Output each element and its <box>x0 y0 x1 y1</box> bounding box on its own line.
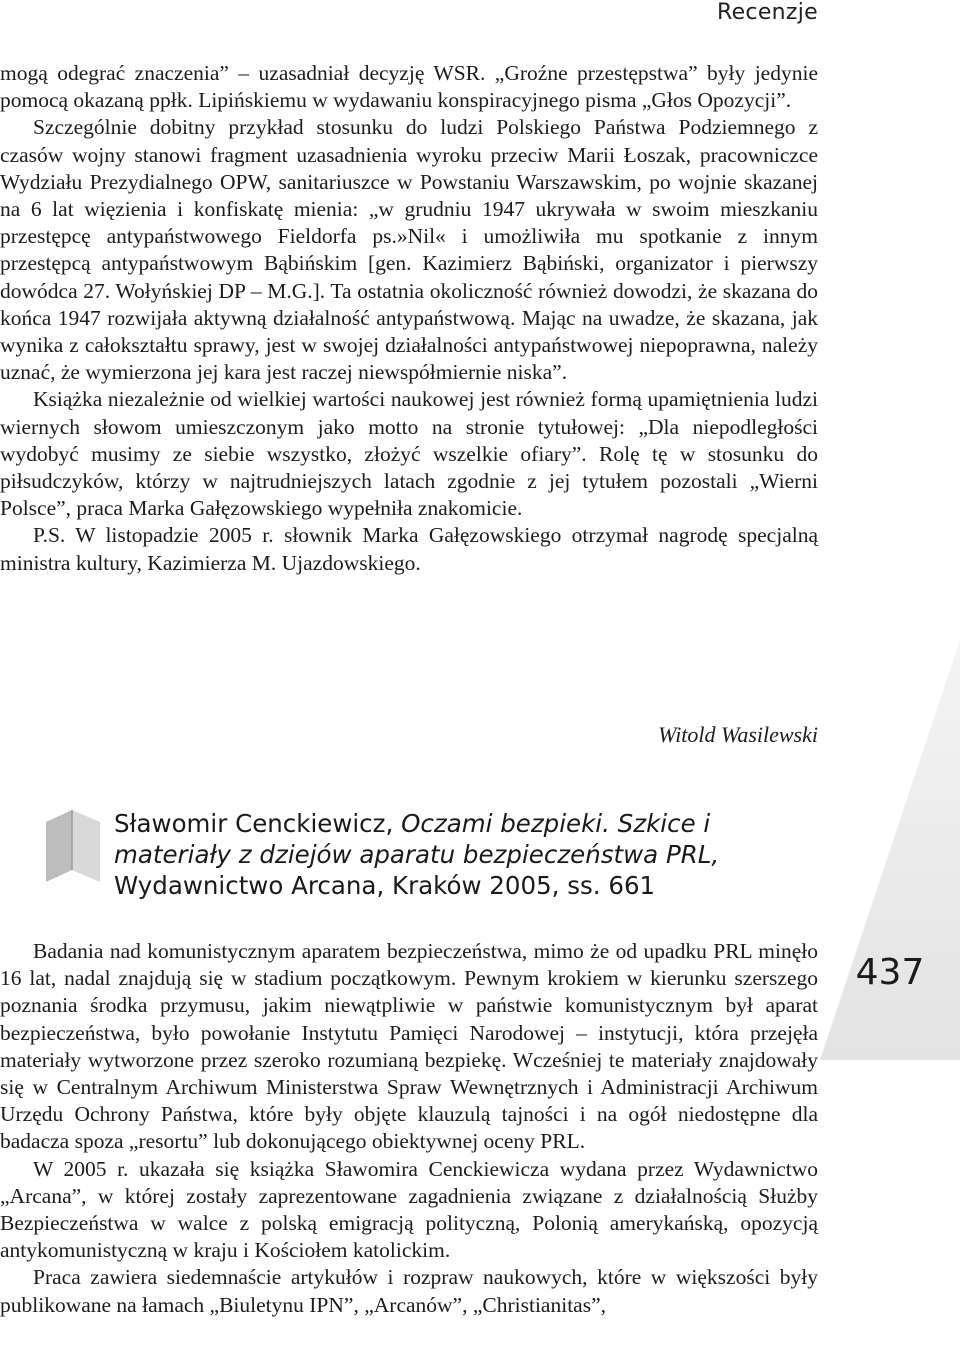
paragraph: W 2005 r. ukazała się książka Sławomira Cenckiewicza wydana przez Wydawnictwo „Arcana”, w której zostały zaprezentowane zagadnienia związane z działalnością Służby Bezpieczeństwa w walce z polską emigracją polityczną, Polonią amerykańską, opozycją antykomunistyczną w kraju i Kościołem katolickim. <box>0 1156 818 1263</box>
paragraph: Szczególnie dobitny przykład stosunku do ludzi Polskiego Państwa Podziemnego z czasów wojny stanowi fragment uzasadnienia wyroku przeciw Marii Łoszak, pracowniczce Wydziału Prezydialnego OPW, sanitariuszce w Powstaniu Warszawskim, po wojnie skazanej na 6 lat więzienia i konfiskatę mienia: „w grudniu 1947 ukrywała w swoim mieszkaniu przestępcę antypaństwowego Fieldorfa ps.»Nil« i umożliwiła mu spotkanie z innym przestępcą antypaństwowym Bąbińskim [gen. Kazimierz Bąbiński, organizator i pierwszy dowódca 27. Wołyńskiej DP – M.G.]. Ta ostatnia okoliczność również dowodzi, że skazana do końca 1947 rozwijała aktywną działalność antypaństwową. Mając na uwadze, że skazana, jak wynika z całokształtu sprawy, jest w swojej działalności antypaństwowej niepoprawna, należy uznać, że wymierzona jej kara jest raczej niewspółmiernie niska”. <box>0 115 818 385</box>
review-signature: Witold Wasilewski <box>658 722 818 747</box>
paragraph: Książka niezależnie od wielkiej wartości naukowej jest również formą upamiętnienia ludzi wiernych słowom umieszczonym jako motto na stronie tytułowej: „Dla niepodległości wydobyć musimy ze siebie wszystko, złożyć wszelkie ofiary”. Rolę tę w stosunku do piłsudczyków, którzy w najtrudniejszych latach zgodnie z jej tytułem pozostali „Wierni Polsce”, praca Marka Gałęzowskiego wypełniła znakomicie. <box>0 387 818 521</box>
book-author: Sławomir Cenckiewicz, <box>114 809 394 838</box>
review-body-bottom <box>0 938 818 1319</box>
paragraph: P.S. W listopadzie 2005 r. słownik Marka Gałęzowskiego otrzymał nagrodę specjalną ministra kultury, Kazimierza M. Ujazdowskiego. <box>0 523 818 575</box>
review-body-top <box>0 60 818 577</box>
paragraph: Praca zawiera siedemnaście artykułów i rozpraw naukowych, które w większości były publikowane na łamach „Biuletynu IPN”, „Arcanów”, „Christianitas”, <box>0 1265 818 1317</box>
book-publisher: Wydawnictwo Arcana, Kraków 2005, <box>114 871 560 900</box>
book-pages: ss. 661 <box>567 871 656 900</box>
decorative-wedge <box>820 640 960 1060</box>
paragraph: mogą odegrać znaczenia” – uzasadniał decyzję WSR. „Groźne przestępstwa” były jedynie pomocą okazaną ppłk. Lipińskiemu w wydawaniu konspiracyjnego pisma „Głos Opozycji”. <box>0 61 818 113</box>
page-number: 437 <box>855 952 925 993</box>
book-heading <box>114 808 824 901</box>
running-head: Recenzje <box>716 0 818 25</box>
book-title: Oczami bezpieki. Szkice i materiały z dziejów aparatu bezpieczeństwa PRL, <box>114 809 720 869</box>
open-book-icon <box>46 808 100 884</box>
paragraph: Badania nad komunistycznym aparatem bezpieczeństwa, mimo że od upadku PRL minęło 16 lat, nadal znajdują się w stadium początkowym. Pewnym krokiem w kierunku szerszego poznania środka przymusu, jakim niewątpliwie w państwie komunistycznym był aparat bezpieczeństwa, było powołanie Instytutu Pamięci Narodowej – instytucji, która przejęła materiały wytworzone przez szeroko rozumianą bezpiekę. Wcześniej te materiały znajdowały się w Centralnym Archiwum Ministerstwa Spraw Wewnętrznych i Administracji Archiwum Urzędu Ochrony Państwa, które były objęte klauzulą tajności i na ogół niedostępne dla badacza spoza „resortu” lub dokonującego obiektywnej oceny PRL. <box>0 939 818 1154</box>
